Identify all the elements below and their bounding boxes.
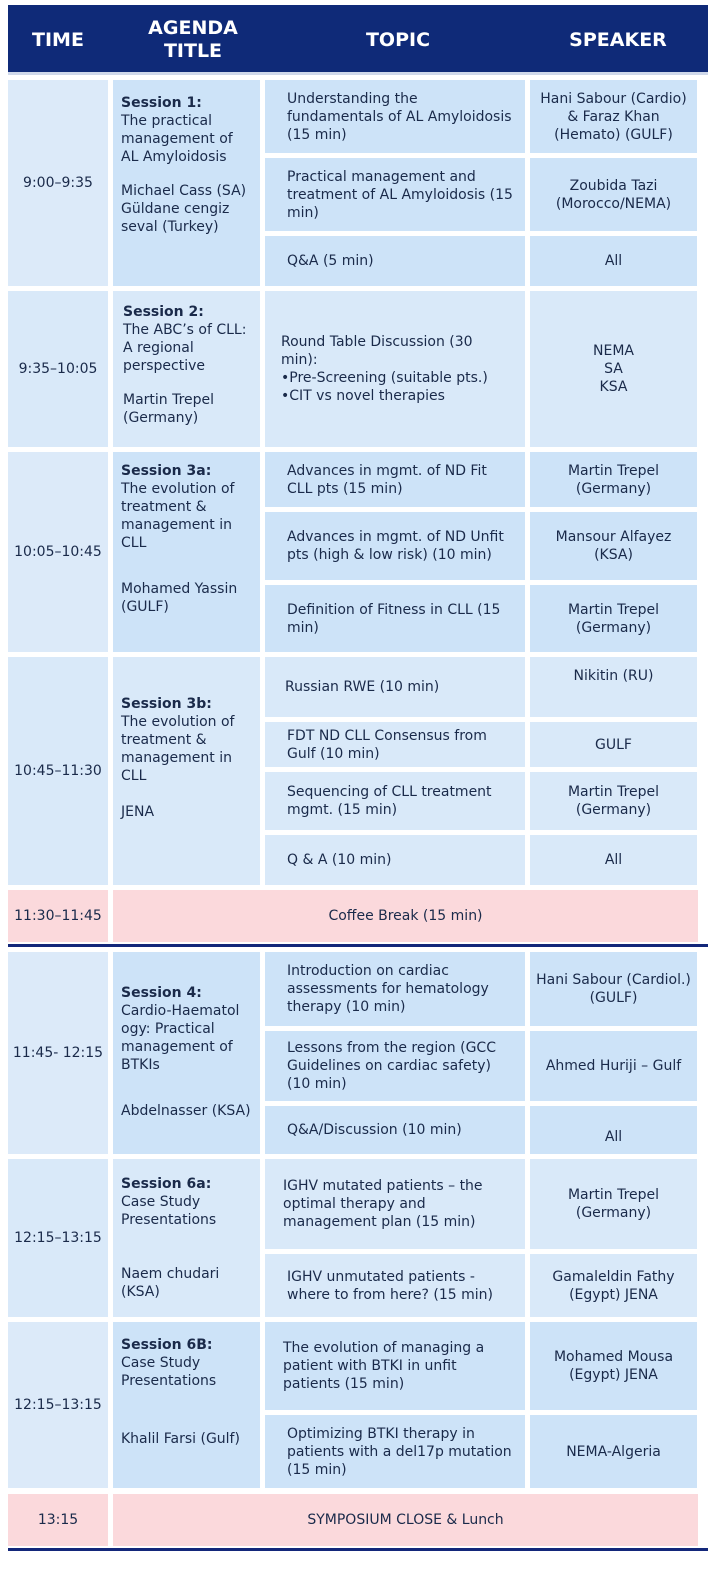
speaker-cell: Gamaleldin Fathy (Egypt) JENA xyxy=(530,1254,697,1317)
speaker-cell: Hani Sabour (Cardiol.) (GULF) xyxy=(530,952,697,1026)
time-cell: 9:35–10:05 xyxy=(8,291,108,447)
topic-cell: Definition of Fitness in CLL (15 min) xyxy=(265,585,525,652)
time-cell: 9:00–9:35 xyxy=(8,80,108,286)
session-speakers: Khalil Farsi (Gulf) xyxy=(121,1431,240,1447)
speaker-cell: All xyxy=(530,236,697,286)
header-agenda-title: AGENDA TITLE xyxy=(148,17,238,62)
topic-cell: Lessons from the region (GCC Guidelines on cardiac safety) (10 min) xyxy=(265,1031,525,1101)
header-speaker: SPEAKER xyxy=(569,28,667,51)
close-label: SYMPOSIUM CLOSE & Lunch xyxy=(113,1494,698,1546)
session-label: Session 2: xyxy=(123,304,204,320)
session-speakers: Abdelnasser (KSA) xyxy=(121,1103,251,1119)
topic-cell: Q & A (10 min) xyxy=(265,835,525,885)
table-header xyxy=(8,5,708,75)
agenda-cell xyxy=(113,657,260,885)
topic-cell: Advances in mgmt. of ND Fit CLL pts (15 min) xyxy=(265,452,525,507)
speaker-cell: Martin Trepel (Germany) xyxy=(530,1159,697,1249)
topic-cell xyxy=(265,291,525,447)
topic-cell: IGHV unmutated patients - where to from here? (15 min) xyxy=(265,1254,525,1317)
topic-cell: Q&A/Discussion (10 min) xyxy=(265,1106,525,1154)
speaker-cell: Hani Sabour (Cardio) & Faraz Khan (Hemato) (GULF) xyxy=(530,80,697,153)
coffee-break-label: Coffee Break (15 min) xyxy=(113,890,698,942)
speaker-cell: GULF xyxy=(530,722,697,767)
session-speakers: Martin Trepel (Germany) xyxy=(123,392,215,426)
session-speakers: Mohamed Yassin (GULF) xyxy=(121,581,238,615)
speaker-cell: Martin Trepel (Germany) xyxy=(530,452,697,507)
session-title: The evolution of treatment & management in CLL xyxy=(121,481,235,551)
speaker-cell: All xyxy=(530,1106,697,1154)
close-time: 13:15 xyxy=(8,1494,108,1546)
topic-cell: Optimizing BTKI therapy in patients with a del17p mutation (15 min) xyxy=(265,1415,525,1488)
session-label: Session 4: xyxy=(121,985,202,1001)
speaker-cell: NEMA SA KSA xyxy=(530,291,697,447)
session-speakers: JENA xyxy=(121,804,155,820)
speaker-cell: Nikitin (RU) xyxy=(530,657,697,717)
agenda-cell xyxy=(113,80,260,286)
speaker-cell: Zoubida Tazi (Morocco/NEMA) xyxy=(530,158,697,231)
topic-cell: Advances in mgmt. of ND Unfit pts (high & low risk) (10 min) xyxy=(265,512,525,580)
time-cell: 12:15–13:15 xyxy=(8,1322,108,1488)
agenda-cell xyxy=(113,952,260,1154)
speaker-cell: Martin Trepel (Germany) xyxy=(530,585,697,652)
bullet-item: • Pre-Screening (suitable pts.) xyxy=(281,369,513,387)
topic-cell: Q&A (5 min) xyxy=(265,236,525,286)
header-topic: TOPIC xyxy=(365,28,431,51)
session-title: The ABC’s of CLL: A regional perspective xyxy=(123,322,247,374)
topic-cell: Practical management and treatment of AL Amyloidosis (15 min) xyxy=(265,158,525,231)
time-cell: 12:15–13:15 xyxy=(8,1159,108,1317)
agenda-cell xyxy=(113,291,260,447)
time-cell: 11:45- 12:15 xyxy=(8,952,108,1154)
speaker-cell: NEMA-Algeria xyxy=(530,1415,697,1488)
speaker-cell: Martin Trepel (Germany) xyxy=(530,772,697,830)
section-divider xyxy=(8,944,708,947)
topic-text: Round Table Discussion (30 min): xyxy=(281,334,473,368)
topic-cell: Russian RWE (10 min) xyxy=(265,657,525,717)
session-label: Session 1: xyxy=(121,95,202,111)
topic-cell: FDT ND CLL Consensus from Gulf (10 min) xyxy=(265,722,525,767)
speaker-cell: Mansour Alfayez (KSA) xyxy=(530,512,697,580)
time-cell: 10:05–10:45 xyxy=(8,452,108,652)
session-label: Session 3b: xyxy=(121,696,212,712)
speaker-cell: Ahmed Huriji – Gulf xyxy=(530,1031,697,1101)
header-time: TIME xyxy=(32,28,84,51)
session-speakers: Naem chudari (KSA) xyxy=(121,1266,220,1300)
agenda-cell xyxy=(113,1159,260,1317)
topic-cell: The evolution of managing a patient with BTKI in unfit patients (15 min) xyxy=(265,1322,525,1410)
session-label: Session 6B: xyxy=(121,1337,213,1353)
speaker-cell: Mohamed Mousa (Egypt) JENA xyxy=(530,1322,697,1410)
time-cell: 10:45–11:30 xyxy=(8,657,108,885)
bottom-divider xyxy=(8,1548,708,1551)
topic-cell: Introduction on cardiac assessments for hematology therapy (10 min) xyxy=(265,952,525,1026)
agenda-cell xyxy=(113,1322,260,1488)
coffee-break-time: 11:30–11:45 xyxy=(8,890,108,942)
session-title: The practical management of AL Amyloidosis xyxy=(121,113,233,165)
bullet-item: • CIT vs novel therapies xyxy=(281,387,513,405)
session-title: Case Study Presentations xyxy=(121,1194,217,1228)
agenda-cell xyxy=(113,452,260,652)
topic-cell: Sequencing of CLL treatment mgmt. (15 min) xyxy=(265,772,525,830)
session-speakers: Michael Cass (SA) Güldane cengiz seval (Turkey) xyxy=(121,183,247,235)
session-label: Session 3a: xyxy=(121,463,212,479)
session-title: Cardio-Haematol ogy: Practical management of BTKIs xyxy=(121,1003,240,1073)
topic-cell: IGHV mutated patients – the optimal therapy and management plan (15 min) xyxy=(265,1159,525,1249)
session-title: The evolution of treatment & management in CLL xyxy=(121,714,235,784)
speaker-cell: All xyxy=(530,835,697,885)
session-title: Case Study Presentations xyxy=(121,1355,217,1389)
session-label: Session 6a: xyxy=(121,1176,212,1192)
topic-cell: Understanding the fundamentals of AL Amyloidosis (15 min) xyxy=(265,80,525,153)
